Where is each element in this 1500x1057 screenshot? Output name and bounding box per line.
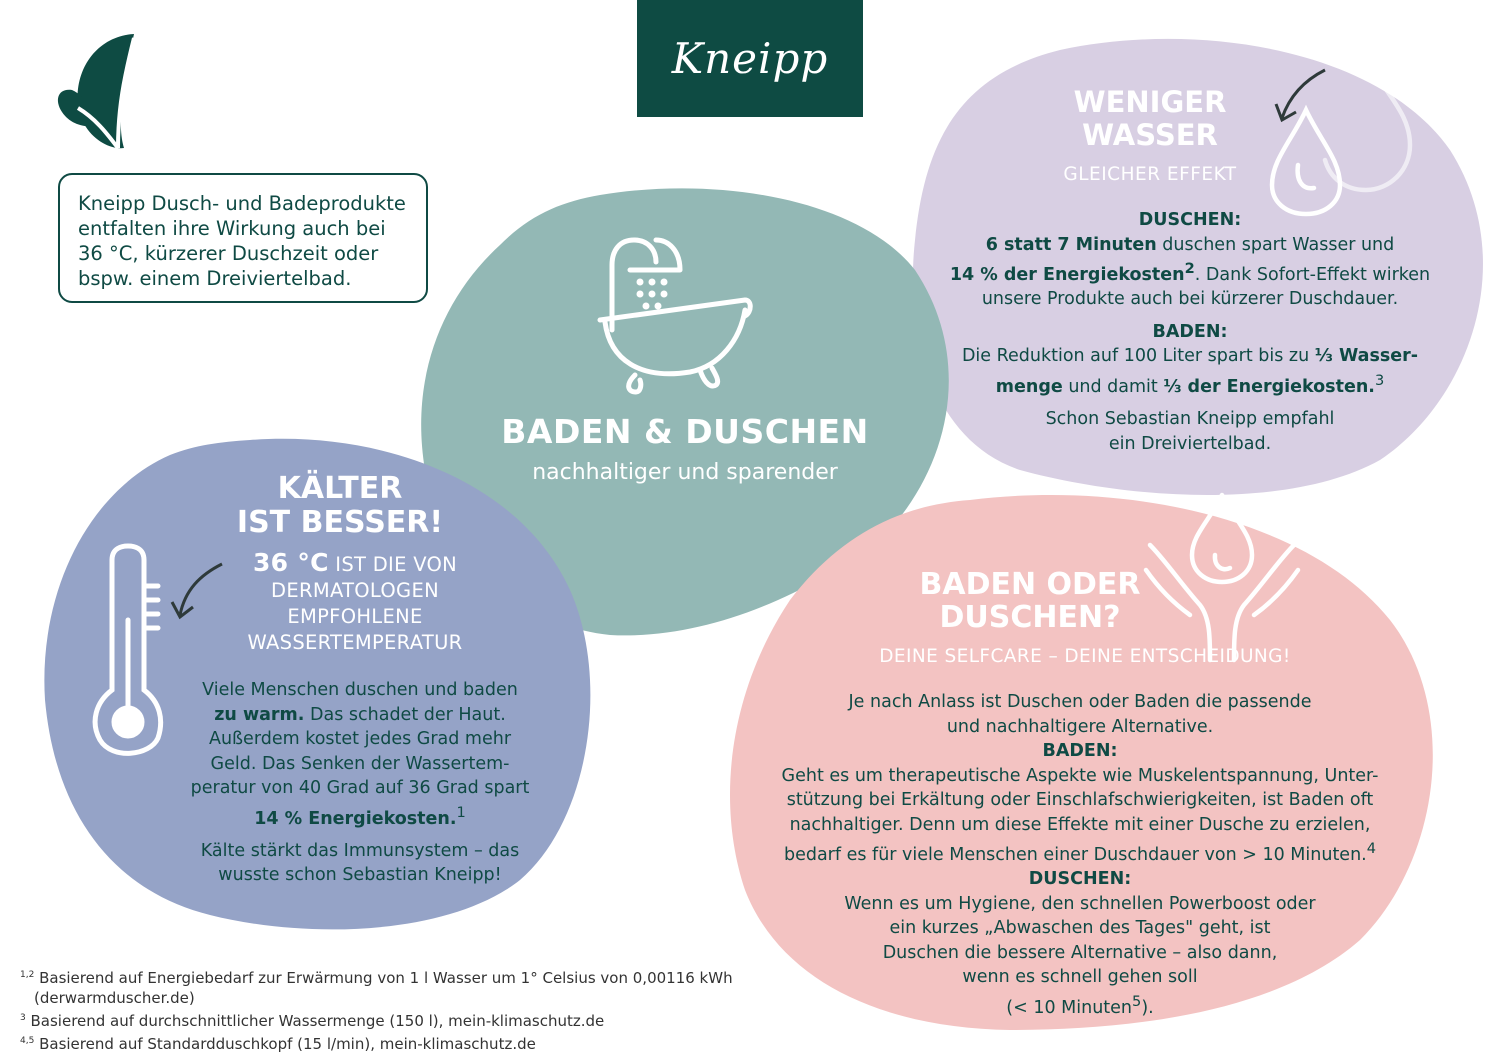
cold-heading-line1: KÄLTER bbox=[277, 471, 403, 506]
text: wenn es schnell gehen soll bbox=[962, 967, 1198, 988]
footnotes bbox=[20, 965, 780, 1054]
cold-subtitle bbox=[220, 550, 490, 656]
bath-label: BADEN: bbox=[1152, 321, 1228, 342]
text: . Dank Sofort-Effekt wirken bbox=[1194, 264, 1431, 285]
water-heading-line2: WASSER bbox=[1082, 118, 1218, 152]
footnote-number: 4,5 bbox=[20, 1036, 35, 1046]
bold-text: ⅓ Wasser- bbox=[1314, 346, 1419, 367]
text: bedarf es für viele Menschen einer Duschdauer von > 10 Minuten. bbox=[783, 844, 1367, 865]
footnote-ref: 1 bbox=[456, 803, 466, 821]
shower-label: DUSCHEN: bbox=[1028, 869, 1132, 890]
footnote-ref: 2 bbox=[1184, 260, 1195, 277]
text: ). bbox=[1141, 997, 1154, 1018]
footnote-number: 3 bbox=[20, 1013, 26, 1023]
text: IST DIE VON bbox=[328, 553, 458, 576]
text: Das schadet der Haut. bbox=[304, 704, 506, 725]
text: ein kurzes „Abwaschen des Tages" geht, ist bbox=[889, 918, 1271, 939]
water-subtitle: GLEICHER EFFEKT bbox=[1063, 164, 1237, 185]
text: Außerdem kostet jedes Grad mehr bbox=[208, 729, 512, 749]
logo-text: Kneipp bbox=[671, 34, 829, 83]
text: duschen spart Wasser und bbox=[1156, 234, 1395, 255]
cold-heading bbox=[230, 472, 450, 540]
water-body bbox=[940, 208, 1440, 456]
intro-line: Kneipp Dusch- und Badeprodukte bbox=[78, 192, 406, 215]
text: Viele Menschen duschen und baden bbox=[202, 680, 518, 700]
choice-heading-line2: DUSCHEN? bbox=[939, 600, 1121, 635]
bold-text: ⅓ der Energiekosten. bbox=[1163, 376, 1375, 397]
footnote-number: 1,2 bbox=[20, 970, 35, 980]
bold-text: zu warm. bbox=[214, 704, 305, 725]
text: nachhaltiger. Denn um diese Effekte mit einer Dusche zu erzielen, bbox=[789, 814, 1371, 835]
center-title: BADEN & DUSCHEN bbox=[501, 412, 869, 451]
text: Schon Sebastian Kneipp empfahl bbox=[1045, 409, 1335, 430]
text: (< 10 Minuten bbox=[1006, 997, 1133, 1018]
intro-line: bspw. einem Dreiviertelbad. bbox=[78, 267, 352, 290]
leaf-check-icon bbox=[58, 34, 134, 148]
text: DERMATOLOGEN bbox=[271, 579, 439, 602]
intro-speech-box bbox=[58, 173, 428, 303]
shower-label: DUSCHEN: bbox=[1138, 210, 1242, 230]
text: Wenn es um Hygiene, den schnellen Powerboost oder bbox=[844, 893, 1316, 914]
text: wusste schon Sebastian Kneipp! bbox=[218, 865, 502, 886]
text: peratur von 40 Grad auf 36 Grad spart bbox=[190, 778, 530, 798]
water-heading bbox=[1040, 86, 1260, 152]
footnote-ref: 4 bbox=[1366, 840, 1377, 857]
footnote-ref: 3 bbox=[1374, 371, 1385, 389]
bold-text: menge bbox=[995, 376, 1063, 397]
text: EMPFOHLENE bbox=[287, 605, 423, 628]
text: Kälte stärkt das Immunsystem – das bbox=[200, 840, 520, 861]
text: unsere Produkte auch bei kürzerer Duschdauer. bbox=[981, 289, 1399, 310]
footnote-text: (derwarmduscher.de) bbox=[34, 989, 195, 1007]
text: ein Dreiviertelbad. bbox=[1108, 433, 1272, 454]
text: Duschen die bessere Alternative – also dann, bbox=[882, 942, 1278, 963]
text: stützung bei Erkältung oder Einschlafschwierigkeiten, ist Baden oft bbox=[786, 790, 1374, 810]
cold-heading-line2: IST BESSER! bbox=[236, 505, 444, 540]
water-heading-line1: WENIGER bbox=[1073, 85, 1227, 119]
text: WASSERTEMPERATUR bbox=[247, 631, 463, 654]
footnote-text: Basierend auf durchschnittlicher Wassermenge (150 l), mein-klimaschutz.de bbox=[25, 1012, 605, 1030]
choice-subtitle: DEINE SELFCARE – DEINE ENTSCHEIDUNG! bbox=[879, 646, 1291, 667]
temperature-value: 36 °C bbox=[252, 548, 329, 577]
bath-label: BADEN: bbox=[1042, 741, 1118, 761]
choice-heading-line1: BADEN ODER bbox=[919, 567, 1141, 602]
text: und damit bbox=[1062, 376, 1164, 397]
text: Geht es um therapeutische Aspekte wie Muskelentspannung, Unter- bbox=[781, 765, 1379, 786]
choice-body bbox=[750, 690, 1410, 1020]
cold-body bbox=[150, 678, 570, 888]
bold-text: 14 % Energiekosten. bbox=[254, 808, 457, 829]
footnote-text: Basierend auf Energiebedarf zur Erwärmung von 1 l Wasser um 1° Celsius von 0,00116 kWh bbox=[34, 969, 733, 987]
bold-text: 14 % der Energiekosten bbox=[949, 264, 1185, 285]
text: Die Reduktion auf 100 Liter spart bis zu bbox=[961, 346, 1315, 367]
center-subtitle: nachhaltiger und sparender bbox=[532, 460, 838, 485]
kneipp-logo bbox=[637, 0, 863, 117]
footnote-ref: 5 bbox=[1132, 992, 1142, 1010]
bold-text: 6 statt 7 Minuten bbox=[985, 234, 1157, 255]
choice-heading bbox=[905, 568, 1155, 634]
text: und nachhaltigere Alternative. bbox=[946, 716, 1214, 737]
text: Geld. Das Senken der Wassertem- bbox=[210, 753, 510, 774]
intro-line: 36 °C, kürzerer Duschzeit oder bbox=[78, 242, 379, 265]
text: Je nach Anlass ist Duschen oder Baden die passende bbox=[848, 692, 1312, 712]
footnote-text: Basierend auf Standardduschkopf (15 l/min), mein-klimaschutz.de bbox=[34, 1035, 536, 1053]
intro-line: entfalten ihre Wirkung auch bei bbox=[78, 217, 386, 240]
